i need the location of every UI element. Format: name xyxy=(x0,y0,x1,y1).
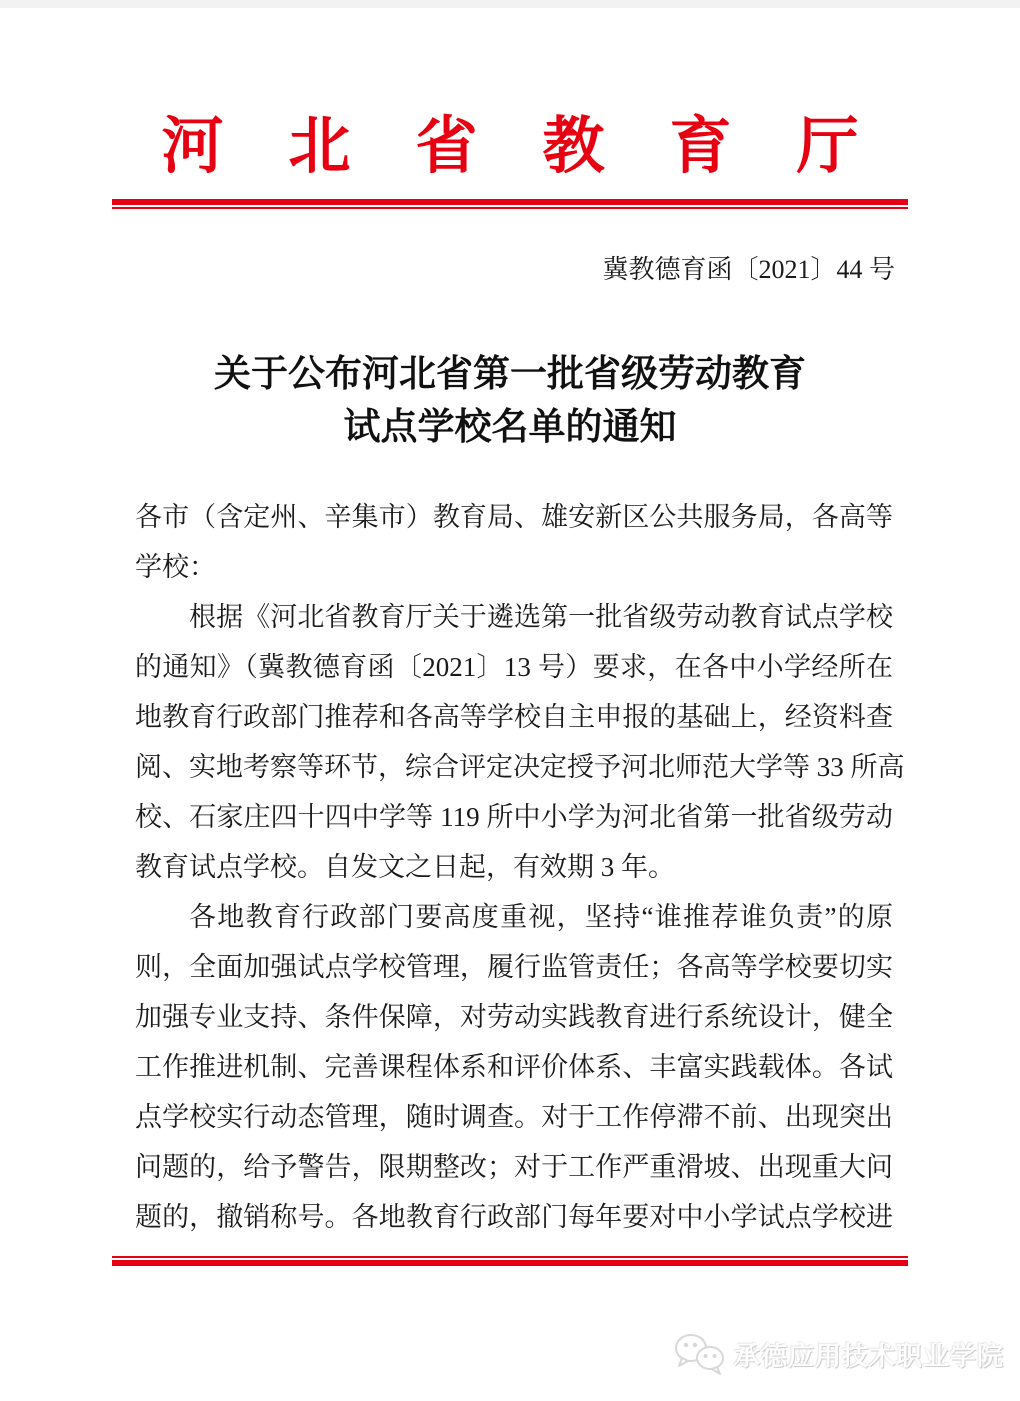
body-line: 阅、实地考察等环节，综合评定决定授予河北师范大学等 33 所高 xyxy=(135,752,905,782)
divider-thin-line xyxy=(112,207,908,209)
letterhead-divider-rule xyxy=(112,199,908,209)
document-title-line-2: 试点学校名单的通知 xyxy=(343,407,677,448)
body-line: 问题的，给予警告，限期整改；对于工作严重滑坡、出现重大问 xyxy=(135,1152,893,1182)
body-line: 工作推进机制、完善课程体系和评价体系、丰富实践载体。各试 xyxy=(135,1052,893,1082)
body-line: 各地教育行政部门要高度重视，坚持“谁推荐谁负责”的原 xyxy=(189,902,893,932)
body-line: 题的，撤销称号。各地教育行政部门每年要对中小学试点学校进 xyxy=(135,1202,893,1232)
page-top-edge xyxy=(0,0,1020,8)
document-number: 冀教德育函〔2021〕44 号 xyxy=(602,255,895,284)
body-line: 地教育行政部门推荐和各高等学校自主申报的基础上，经资料查 xyxy=(135,702,893,732)
watermark-account-name: 承德应用技术职业学院 xyxy=(733,1341,1004,1371)
footer-divider-rule xyxy=(112,1256,908,1266)
document-title xyxy=(0,348,1020,454)
body-line: 则，全面加强试点学校管理，履行监管责任；各高等学校要切实 xyxy=(135,952,893,982)
document-title-line-1: 关于公布河北省第一批省级劳动教育 xyxy=(214,354,806,395)
body-line: 点学校实行动态管理，随时调查。对于工作停滞不前、出现突出 xyxy=(135,1102,893,1132)
source-watermark xyxy=(674,1332,1004,1376)
body-line: 教育试点学校。自发文之日起，有效期 3 年。 xyxy=(135,852,675,882)
body-line: 根据《河北省教育厅关于遴选第一批省级劳动教育试点学校 xyxy=(189,602,893,632)
body-line: 学校： xyxy=(135,552,216,582)
body-line: 各市（含定州、辛集市）教育局、雄安新区公共服务局，各高等 xyxy=(135,502,893,532)
body-line: 的通知》（冀教德育函〔2021〕13 号）要求，在各中小学经所在 xyxy=(135,652,893,682)
body-line: 加强专业支持、条件保障，对劳动实践教育进行系统设计，健全 xyxy=(135,1002,893,1032)
divider-thick-line xyxy=(112,1260,908,1266)
wechat-logo-icon xyxy=(674,1332,726,1376)
letterhead-org-name: 河北省教育厅 xyxy=(161,113,924,181)
body-line: 校、石家庄四十四中学等 119 所中小学为河北省第一批省级劳动 xyxy=(135,802,893,832)
document-body xyxy=(135,492,905,1242)
